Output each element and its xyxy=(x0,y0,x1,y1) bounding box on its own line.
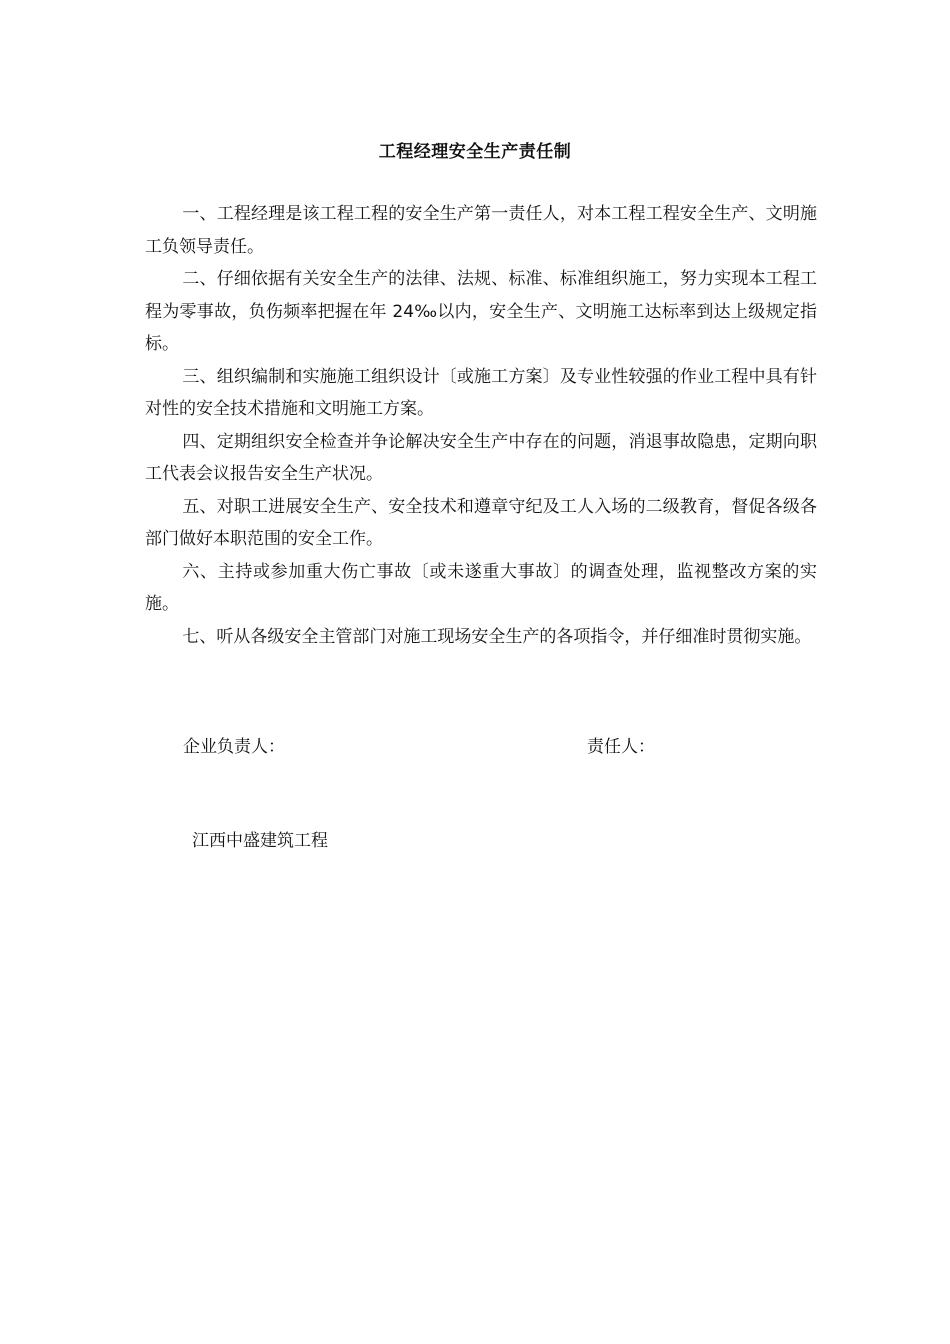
responsible-signature-label: 责任人： xyxy=(587,737,655,757)
signature-row xyxy=(0,732,950,762)
paragraph-6: 六、主持或参加重大伤亡事故〔或未遂重大事故〕的调查处理，监视整改方案的实施。 xyxy=(145,561,817,614)
paragraph-1: 一、工程经理是该工程工程的安全生产第一责任人，对本工程工程安全生产、文明施工负领导责任。 xyxy=(145,204,817,257)
document-body xyxy=(145,198,817,653)
company-name: 江西中盛建筑工程 xyxy=(192,831,328,851)
paragraph-3: 三、组织编制和实施施工组织设计〔或施工方案〕及专业性较强的作业工程中具有针对性的安全技术措施和文明施工方案。 xyxy=(145,366,817,419)
paragraph-7: 七、听从各级安全主管部门对施工现场安全生产的各项指令，并仔细准时贯彻实施。 xyxy=(182,626,812,647)
paragraph-4: 四、定期组织安全检查并争论解决安全生产中存在的问题，消退事故隐患，定期向职工代表会议报告安全生产状况。 xyxy=(145,431,817,484)
paragraph-5: 五、对职工进展安全生产、安全技术和遵章守纪及工人入场的二级教育，督促各级各部门做好本职范围的安全工作。 xyxy=(145,496,817,549)
enterprise-signature-label: 企业负责人： xyxy=(183,737,285,757)
paragraph-2: 二、仔细依据有关安全生产的法律、法规、标准、标准组织施工，努力实现本工程工程为零事故，负伤频率把握在年 24‰以内，安全生产、文明施工达标率到达上级规定指标。 xyxy=(145,269,817,354)
document-title: 工程经理安全生产责任制 xyxy=(378,142,572,162)
